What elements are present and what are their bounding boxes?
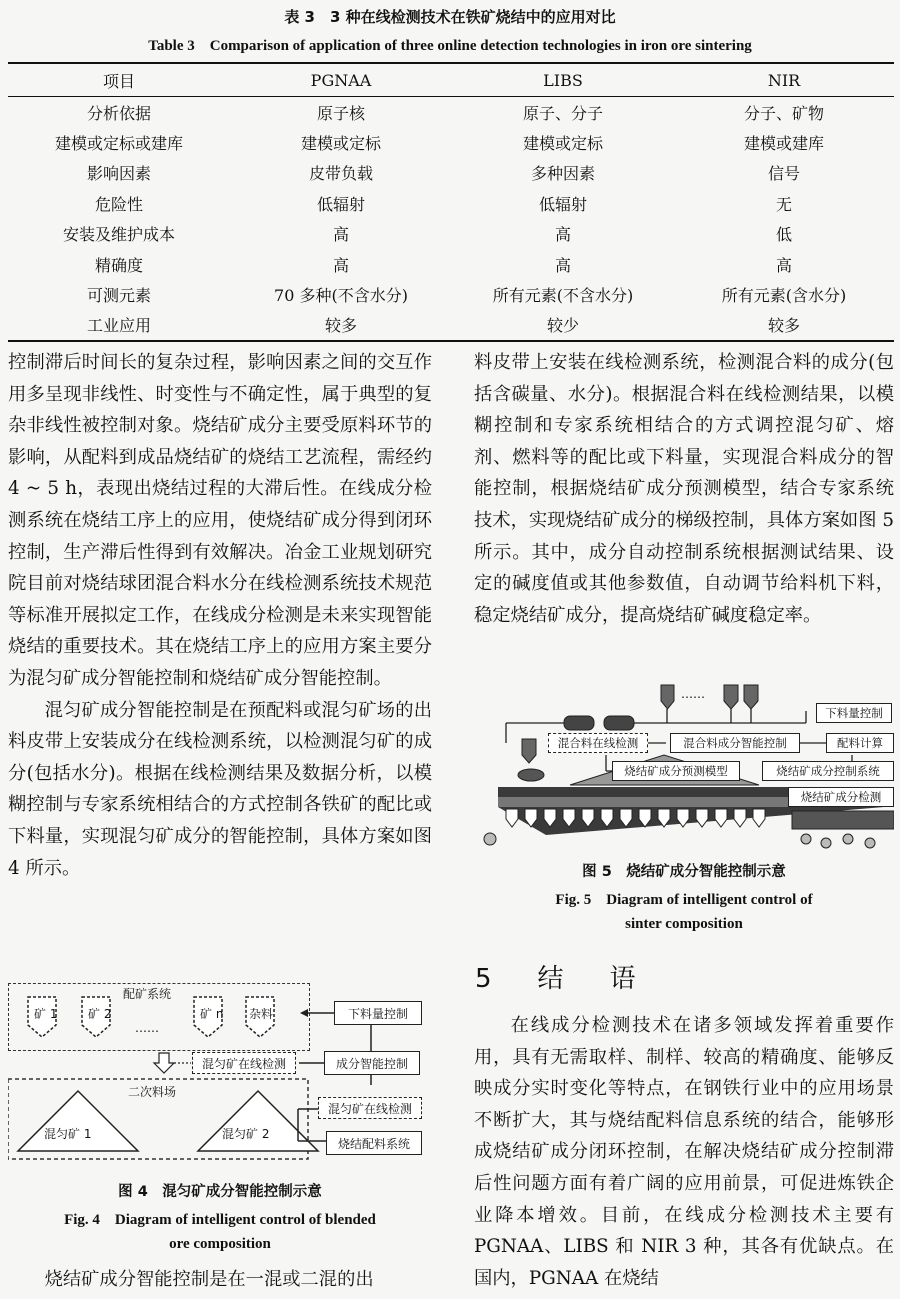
- figure-5-caption-en: Fig. 5 Diagram of intelligent control of: [555, 892, 813, 908]
- online-detect-box-2: 混匀矿在线检测: [318, 1097, 422, 1119]
- table-cell: 工业应用: [8, 310, 230, 341]
- left-column: [8, 347, 432, 884]
- hopper-shape: [522, 739, 536, 763]
- table-row: [8, 158, 894, 188]
- paragraph: 混匀矿成分智能控制是在预配料或混匀矿场的出料皮带上安装成分在线检测系统，以检测混匀矿的成分(包括水分)。根据在线检测结果及数据分析，以模糊控制与专家系统相结合的方式控制各铁矿的配比或下料量，实现混匀矿成分的智能控制，具体方案如图 4 所示。: [8, 699, 432, 879]
- figure-5: [476, 683, 894, 855]
- drum-shape: [564, 716, 594, 730]
- ellipsis: ……: [135, 1021, 159, 1035]
- table-cell: 原子核: [316, 103, 365, 123]
- predict-model-box: 烧结矿成分预测模型: [612, 761, 740, 781]
- batch-calc-box: 配料计算: [826, 733, 894, 753]
- table-row: [8, 188, 894, 218]
- table-cell: 分析依据: [86, 103, 151, 123]
- table-row: [8, 97, 894, 128]
- ore-system-label: 配矿系统: [123, 987, 172, 1001]
- table-cell: 分子、矿物: [743, 103, 824, 123]
- table-cell: 较多: [230, 310, 452, 341]
- table-cell: 原子、分子: [522, 103, 603, 123]
- section-heading: 5 结 语: [475, 964, 646, 994]
- hopper-shape: [724, 685, 738, 709]
- table-row: [8, 279, 894, 309]
- figure-5-caption-cn: 图 5 烧结矿成分智能控制示意: [582, 864, 786, 880]
- batching-system-box: 烧结配料系统: [326, 1131, 422, 1155]
- table-cell: 高: [332, 255, 349, 275]
- table-cell: 可测元素: [86, 286, 151, 306]
- table-cell: 信号: [767, 164, 800, 184]
- composition-control-box: 成分智能控制: [324, 1051, 420, 1075]
- sinter-detect-box: 烧结矿成分检测: [788, 787, 894, 807]
- table-cell: 精确度: [94, 255, 143, 275]
- wind-box-shape: [715, 809, 727, 827]
- table-cell: 危险性: [94, 194, 143, 214]
- table-cell: 高: [775, 255, 792, 275]
- table-header-cell: 项目: [8, 63, 230, 97]
- online-detect-box: 混匀矿在线检测: [192, 1052, 296, 1074]
- ore-bin-label: 矿 2: [88, 1007, 112, 1021]
- mix-control-box: 混合料成分智能控制: [670, 733, 800, 753]
- table-cell: 高: [554, 255, 571, 275]
- table-cell: 皮带负载: [308, 164, 373, 184]
- figure-4-caption-en-2: ore composition: [169, 1236, 271, 1252]
- drum-shape: [604, 716, 634, 730]
- wind-box-shape: [753, 809, 765, 827]
- table-cell: 较多: [674, 310, 894, 341]
- ignition-shape: [518, 769, 544, 781]
- hopper-shape: [744, 685, 758, 709]
- table-cell: 低: [775, 225, 792, 245]
- table-cell: 无: [775, 194, 792, 214]
- table-cell: 建模或建库: [743, 134, 824, 154]
- wind-box-shape: [677, 809, 689, 827]
- table-caption-cn: 表 3 3 种在线检测技术在铁矿烧结中的应用对比: [284, 8, 616, 26]
- table-header-row: [8, 63, 894, 97]
- ore-bin-label: 杂料: [249, 1007, 274, 1021]
- figure-5-caption-en-2: sinter composition: [625, 916, 743, 932]
- table-cell: 所有元素(不含水分): [492, 286, 634, 306]
- table-cell: 所有元素(含水分): [721, 286, 847, 306]
- table-cell: 安装及维护成本: [62, 225, 175, 245]
- table-header-cell: NIR: [674, 63, 894, 97]
- ore-bin-label: 矿 n: [200, 1007, 224, 1021]
- ellipsis: ……: [681, 687, 705, 701]
- table-caption-en: Table 3 Comparison of application of three online detection technologies in iron ore sintering: [148, 38, 752, 54]
- pile-label: 混匀矿 1: [44, 1127, 92, 1141]
- table-row: [8, 249, 894, 279]
- conclusion-paragraph: 在线成分检测技术在诸多领域发挥着重要作用，具有无需取样、制样、较高的精确度、能够反映成分实时变化等特点，在钢铁行业中的应用场景不断扩大，其与烧结配料信息系统的结合，能够形成烧结矿成分闭环控制，在解决烧结矿成分控制滞后性问题方面有着广阔的应用前景，可促进炼铁企业降本增效。目前，在线成分检测技术主要有 PGNAA、LIBS 和 NIR 3 种，其各有优缺点。在国内，PGNAA 在烧结: [474, 1015, 894, 1289]
- table-cell: 建模或定标: [300, 134, 381, 154]
- pile-shape: [198, 1091, 318, 1151]
- table-cell: 高: [554, 225, 571, 245]
- pile-shape: [18, 1091, 138, 1151]
- feed-control-box: 下料量控制: [816, 703, 892, 723]
- yard-label: 二次料场: [128, 1085, 177, 1099]
- ore-bin-label: 矿 1: [34, 1007, 58, 1021]
- table-cell: 70 多种(不含水分): [274, 286, 408, 306]
- figure-4-caption-cn: 图 4 混匀矿成分智能控制示意: [118, 1184, 322, 1200]
- table-cell: 多种因素: [530, 164, 595, 184]
- table-cell: 建模或定标或建库: [54, 134, 183, 154]
- mix-detect-box: 混合料在线检测: [548, 733, 648, 753]
- table-cell: 低辐射: [316, 194, 365, 214]
- right-column-top: 料皮带上安装在线检测系统，检测混合料的成分(包括含碳量、水分)。根据混合料在线检测结果，以模糊控制和专家系统相结合的方式调控混匀矿、熔剂、燃料等的配比或下料量，实现混合料成分的智能控制，根据烧结矿成分预测模型，结合专家系统技术，实现烧结矿成分的梯级控制，具体方案如图 5 所示。其中，成分自动控制系统根据测试结果、设定的碱度值或其他参数值，自动调节给料机下料，稳定烧结矿成分，提高烧结矿碱度稳定率。: [474, 352, 894, 626]
- table-cell: 低辐射: [538, 194, 587, 214]
- wind-box-shape: [506, 809, 518, 827]
- wind-box-shape: [734, 809, 746, 827]
- table-row: [8, 219, 894, 249]
- table-cell: 高: [332, 225, 349, 245]
- figure-4: [8, 975, 432, 1167]
- sinter-control-box: 烧结矿成分控制系统: [762, 761, 894, 781]
- table-row: [8, 310, 894, 341]
- figure-4-caption-en: Fig. 4 Diagram of intelligent control of blended: [64, 1212, 376, 1228]
- wind-box-shape: [696, 809, 708, 827]
- hopper-shape: [661, 685, 674, 709]
- table-header-cell: PGNAA: [230, 63, 452, 97]
- feed-control-box: 下料量控制: [334, 1001, 422, 1025]
- table-cell: 影响因素: [86, 164, 151, 184]
- paragraph: 控制滞后时间长的复杂过程，影响因素之间的交互作用多呈现非线性、时变性与不确定性，属于典型的复杂非线性被控制对象。烧结矿成分主要受原料环节的影响，从配料到成品烧结矿的烧结工艺流程，需经约 4 ~ 5 h，表现出烧结过程的大滞后性。在线成分检测系统在烧结工序上的应用，使烧结矿成分得到闭环控制，生产滞后性得到有效解决。冶金工业规划研究院目前对烧结球团混合料水分在线检测系统技术规范等标准开展拟定工作，在线成分检测是未来实现智能烧结的重要技术。其在烧结工序上的应用方案主要分为混匀矿成分智能控制和烧结矿成分智能控制。: [8, 352, 432, 689]
- table-cell: 建模或定标: [522, 134, 603, 154]
- paragraph: 烧结矿成分智能控制是在一混或二混的出: [44, 1269, 374, 1290]
- comparison-table: [8, 62, 894, 342]
- table-header-cell: LIBS: [452, 63, 674, 97]
- pile-label: 混匀矿 2: [222, 1127, 270, 1141]
- table-cell: 较少: [452, 310, 674, 341]
- table-row: [8, 127, 894, 157]
